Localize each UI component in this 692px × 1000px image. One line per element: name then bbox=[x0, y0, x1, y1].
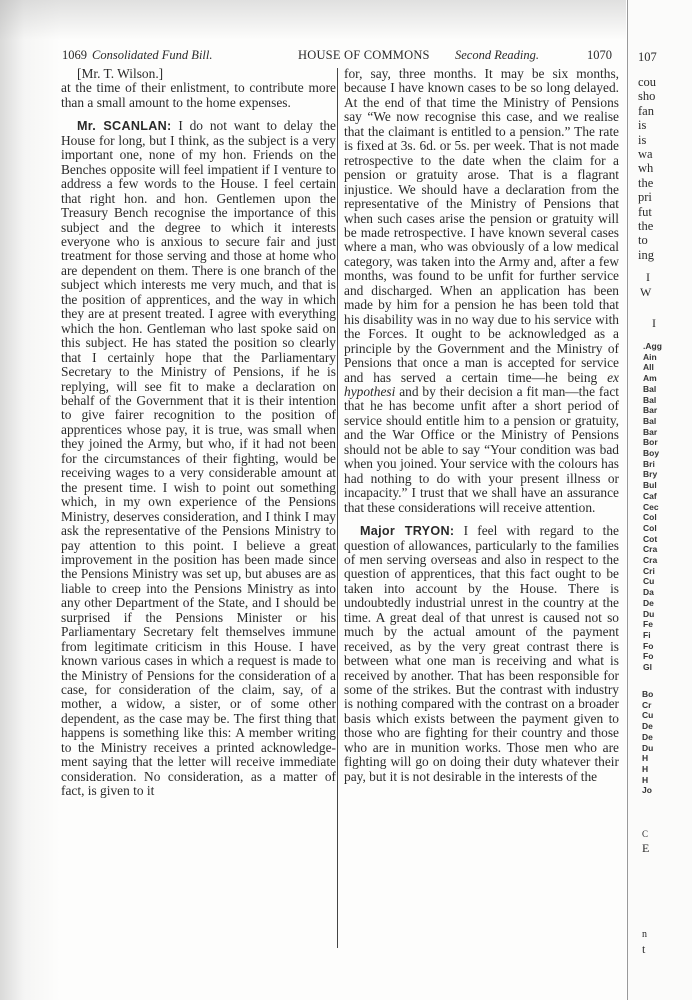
division-list bbox=[643, 341, 662, 673]
list-item: .Agg bbox=[643, 341, 662, 351]
list-item: Bo bbox=[642, 689, 654, 699]
list-item: Bri bbox=[643, 458, 655, 469]
list-item: to bbox=[638, 233, 648, 248]
next-page-number: 107 bbox=[638, 50, 657, 64]
list-item: Fo bbox=[643, 640, 654, 651]
list-item: De bbox=[642, 731, 653, 742]
list-item: Gl bbox=[643, 662, 652, 673]
continuation-text: for, say, three months. It may be six months, because I have known cases to be so long delayed. At the end of that time the Ministry of Pensions say “We now recognise this case, and we realise that the claimant is entitled to a pension.” The rate is fixed at 3s. 6d. or 5s. per week. That is not made retrospective to the date when the claim for a pension or gratuity arose. That is a flagrant injustice. We should have a declaration from the representative of the Ministry of Pensions that when such cases arise the pension or gratuity will be made retrospective. I have known several cases where a man, who was obviously of a low medical category, was taken into the Army and, after a few months, was found to be unfit for further service and discharged. When an application has been made by him for a pension he has been told that his disability was in no way due to his service with the Forces. It ought to be acknowledged as a principle by the Government and the Ministry of Pensions that once a man is accepted for service and has served a certain time—he being bbox=[344, 66, 619, 385]
list-item: Cr bbox=[642, 699, 652, 710]
list-item: De bbox=[642, 721, 653, 732]
list-item: Cu bbox=[642, 710, 654, 721]
speaker-name: Mr. SCANLAN: bbox=[77, 119, 172, 134]
text-fragment: C bbox=[642, 829, 649, 839]
list-item: Am bbox=[643, 373, 657, 384]
text-fragment: t bbox=[642, 942, 646, 956]
list-item: Bry bbox=[643, 469, 658, 480]
continuation-paragraph: at the time of their enlistment, to contribute more than a small amount to the home expenses. bbox=[61, 80, 336, 110]
heading-fragment: I bbox=[646, 270, 650, 284]
list-item: Fi bbox=[643, 629, 651, 640]
left-page-number: 1069 bbox=[62, 48, 87, 62]
left-column bbox=[61, 67, 336, 799]
continuation-paragraph bbox=[344, 67, 619, 515]
list-item: cou bbox=[638, 75, 657, 89]
speech-paragraph bbox=[61, 119, 336, 798]
speech-text: I do not want to delay the House for long, but I think, as the subject is a very important one, none of my hon. Friends on the Benches opposite will feel impatient if I venture to address a few words to the House. I feel certain that right hon. and hon. Gentlemen upon the Treasury Bench recognise the importance of this subject and the degree to which it interests everyone who is anxious to secure fair and just treatment for those serving and those at home who are dependent on them. There is one branch of the subject which interests me very much, and that is the position of apprentices, and the way in which they are at present treated. I agree with everything which the hon. Gentleman who last spoke said on this subject. He has stated the position so clearly that I certainly hope that the Parliamentary Secretary to the Ministry of Pensions, if he is replying, will see fit to make a declaration on behalf of the Government that it is their intention to give fairer recognition to the position of apprentices whose pay, it is true, was small when they joined the Army, but who, if it had not been for the circumstances of their fighting, would be receiving wages to a very considerable amount at the present time. I wish to point out something which, in my own experience of the Pensions Ministry, deserves consideration, and I think I may ask the representative of the Pensions Ministry to pay attention to this point. I believe a great improvement in the position has been made since the Pensions Ministry was set up, but abuses are as liable to creep into the Pensions Ministry as into any other Department of the State, and I should be surprised if the Pensions Minister or his Parliamentary Secretary felt themselves immune from legitimate criticism in this House. I have known various cases in which a request is made to the Ministry of Pensions for the consideration of a case, for consideration of the claim, say, of a mother, a widow, a sister, or of some other dependent, as the case may be. The first thing that happens is something like this: A member writing to the Ministry receives a printed acknowledgement saying that the letter will receive immediate consideration. No consideration, as a matter of fact, is given to it bbox=[61, 118, 336, 799]
house-name: HOUSE OF COMMONS bbox=[298, 48, 430, 62]
list-item: is bbox=[638, 132, 647, 147]
list-item: the bbox=[638, 219, 654, 234]
list-item: Jo bbox=[642, 785, 652, 796]
list-item: H bbox=[642, 774, 649, 785]
list-item: Bal bbox=[643, 394, 657, 405]
list-item: All bbox=[643, 362, 654, 373]
list-item: Col bbox=[643, 512, 657, 523]
right-column bbox=[344, 67, 619, 784]
list-item: Da bbox=[643, 587, 654, 598]
list-item: Cri bbox=[643, 565, 655, 576]
bill-title: Consolidated Fund Bill. bbox=[92, 48, 213, 62]
running-header bbox=[62, 48, 612, 66]
list-item: De bbox=[643, 597, 654, 608]
column-divider bbox=[337, 68, 338, 948]
continuation-text: and by their decision a fit man—the fact that he has become unfit after a short period of service should entitle him to a pension or gratuity, and the War Office or the Ministry of Pensions should not be able to say “Your condition was bad when you joined. Your service with the colours has had nothing to do with your present illness or incapacity.” I trust that we shall have an assurance that these considerations will receive attention. bbox=[344, 383, 619, 515]
list-item: wh bbox=[638, 161, 654, 176]
speech-text: I feel with regard to the question of allowances, particularly to the families of men serving overseas and also in respect to the question of apprentices, that this fact ought to be taken into account by the House. There is undoubtedly industrial unrest in the country at the time. A great deal of that unrest is caused not so much by the actual amount of the payment received, as by the very great contrast there is between what one man is receiving and what is received by another. That has been responsible for some of the strikes. But the contrast with industry is nothing compared with the contrast on a broader basis which exists between the payment given to those who are fighting for their country and those who are in munition works. Those men who are fighting will go on doing their duty whatever their pay, but it is not desirable in the interests of the bbox=[344, 523, 619, 784]
reading-stage: Second Reading. bbox=[455, 48, 540, 62]
list-item: Bor bbox=[643, 437, 658, 448]
list-item: Caf bbox=[643, 490, 657, 501]
list-item: is bbox=[638, 118, 647, 133]
text-fragment: E bbox=[642, 841, 650, 855]
list-item: Boy bbox=[643, 448, 660, 459]
list-item: Du bbox=[643, 608, 655, 619]
list-item: fut bbox=[638, 204, 652, 219]
list-item: Bal bbox=[643, 383, 657, 394]
next-page-fragment bbox=[627, 0, 692, 1000]
list-item: wa bbox=[638, 147, 653, 162]
list-item: sho bbox=[638, 89, 656, 104]
list-item: Bar bbox=[643, 405, 658, 416]
list-item: Col bbox=[643, 522, 657, 533]
list-item: Cra bbox=[643, 544, 658, 555]
text-fragment: n bbox=[642, 929, 647, 940]
scan-shadow-top bbox=[0, 0, 626, 40]
heading-fragment: W bbox=[640, 285, 652, 299]
list-item: Du bbox=[642, 742, 654, 753]
list-item: Cec bbox=[643, 501, 659, 512]
division-list bbox=[642, 689, 653, 796]
list-item: Cra bbox=[643, 555, 658, 566]
scan-shadow-left bbox=[0, 0, 60, 1000]
list-item: Bal bbox=[643, 415, 657, 426]
list-item: the bbox=[638, 175, 654, 190]
list-item: pri bbox=[638, 190, 652, 205]
list-item: Fe bbox=[643, 619, 653, 630]
list-item: Cu bbox=[643, 576, 655, 587]
list-item: Bul bbox=[643, 480, 657, 491]
list-item: Bar bbox=[643, 426, 658, 437]
next-page-text-lines bbox=[638, 75, 656, 262]
speech-paragraph bbox=[344, 524, 619, 784]
list-item: fan bbox=[638, 103, 654, 118]
speaker-name: Major TRYON: bbox=[360, 524, 455, 539]
right-page-number: 1070 bbox=[587, 48, 612, 62]
latin-phrase: ex hypothesi bbox=[344, 369, 619, 399]
section-mark: I bbox=[652, 316, 656, 330]
list-item: H bbox=[642, 763, 649, 774]
list-item: ing bbox=[638, 247, 654, 262]
list-item: Fo bbox=[643, 651, 654, 662]
speaker-attribution: [Mr. T. Wilson.] bbox=[77, 66, 164, 81]
list-item: H bbox=[642, 753, 649, 764]
list-item: Ain bbox=[643, 351, 657, 362]
list-item: Cot bbox=[643, 533, 658, 544]
